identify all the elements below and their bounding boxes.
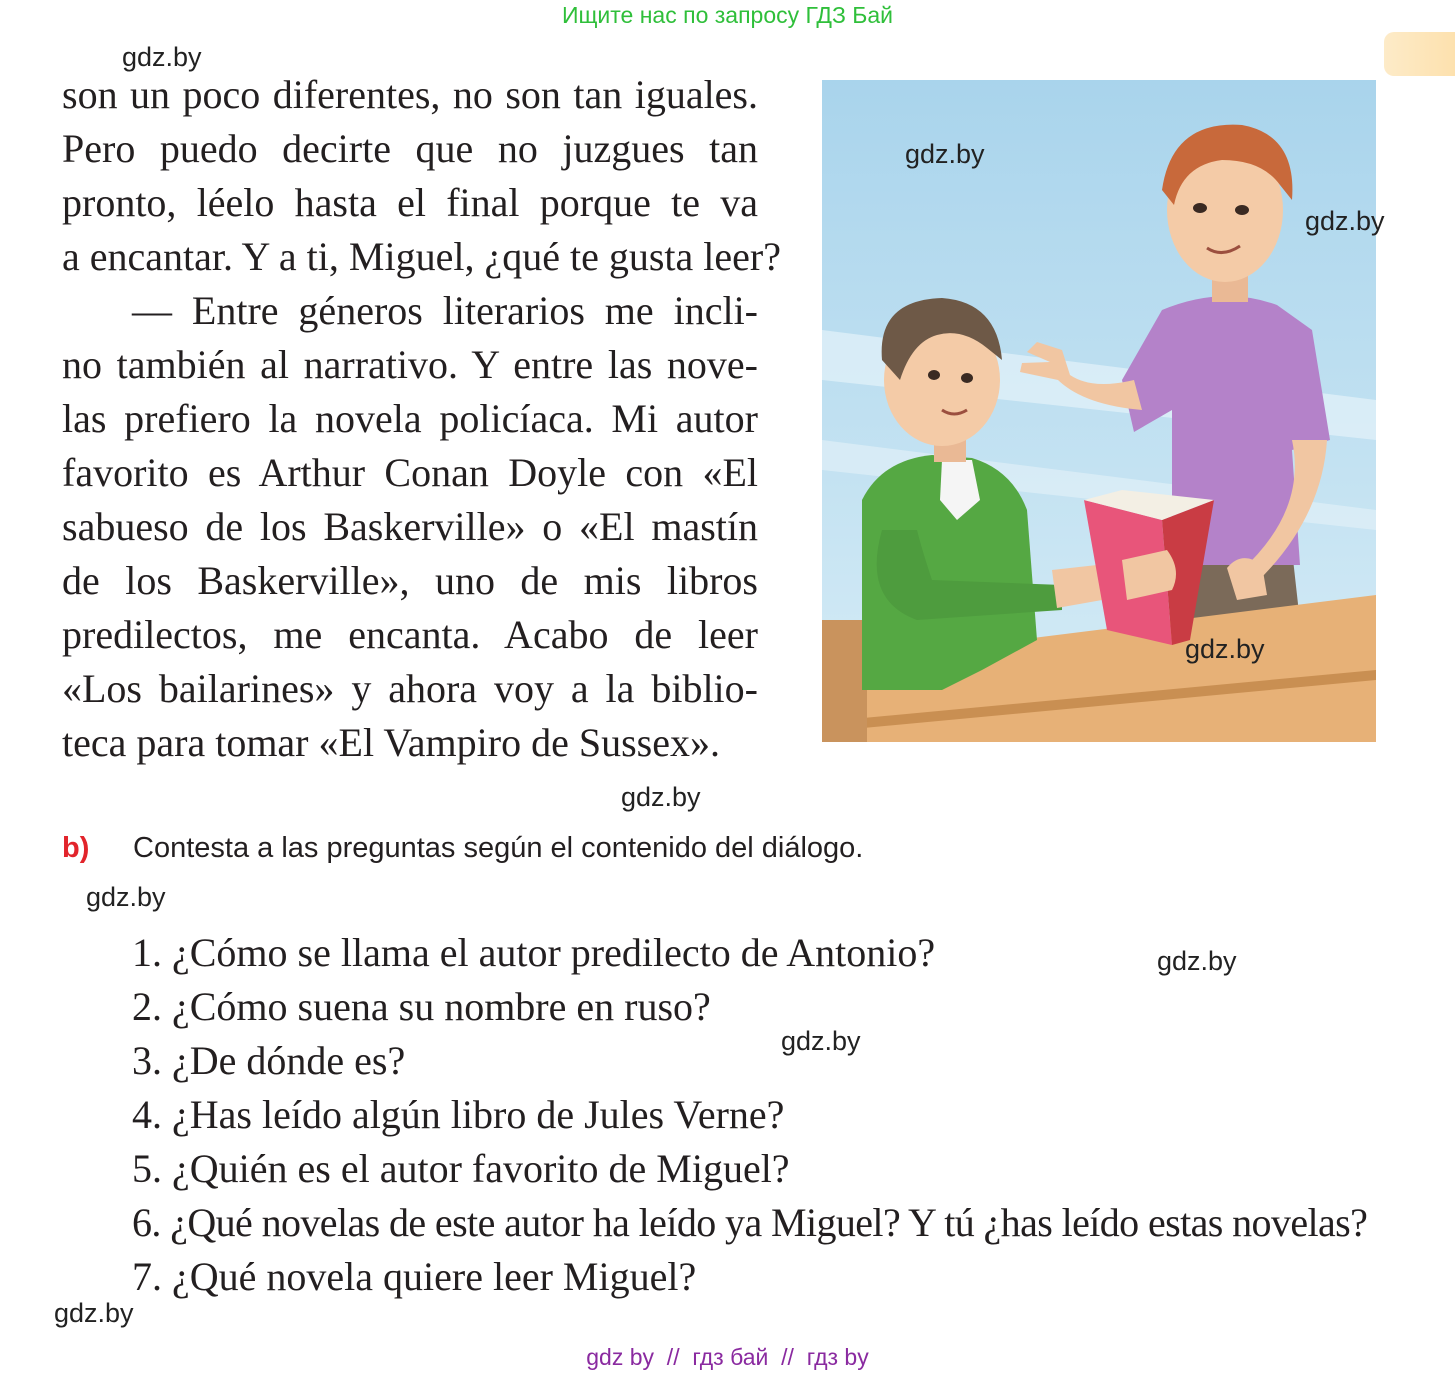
- dialogue-line: de los Baskerville», uno de mis libros: [62, 558, 758, 603]
- question-item: 3. ¿De dónde es?: [132, 1038, 406, 1083]
- exercise-instruction: Contesta a las preguntas según el contenido del diálogo.: [133, 832, 864, 864]
- watermark: gdz.by: [1185, 634, 1265, 664]
- illustration-svg: [822, 80, 1376, 742]
- dialogue-line: — Entre géneros literarios me incli-: [132, 288, 758, 333]
- dialogue-line: las prefiero la novela policíaca. Mi autor: [62, 396, 758, 441]
- footer-links: gdz by // гдз бай // гдз by: [586, 1344, 869, 1370]
- dialogue-line: «Los bailarines» y ahora voy a la biblio-: [62, 666, 758, 711]
- dialogue-line: teca para tomar «El Vampiro de Sussex».: [62, 720, 720, 765]
- watermark: gdz.by: [122, 42, 202, 72]
- watermark: gdz.by: [86, 882, 166, 912]
- dialogue-line: sabueso de los Baskerville» o «El mastín: [62, 504, 758, 549]
- exercise-b: [62, 830, 864, 866]
- watermark: gdz.by: [54, 1298, 134, 1328]
- top-banner: Ищите нас по запросу ГДЗ Бай: [561, 2, 894, 28]
- watermark: gdz.by: [621, 782, 701, 812]
- dialogue-line: no también al narrativo. Y entre las nove-: [62, 342, 758, 387]
- corner-tab: [1384, 32, 1455, 76]
- watermark: gdz.by: [781, 1026, 861, 1056]
- dialogue-line: predilectos, me encanta. Acabo de leer: [62, 612, 758, 657]
- dialogue-line: a encantar. Y a ti, Miguel, ¿qué te gusta leer?: [62, 234, 781, 279]
- watermark: gdz.by: [905, 139, 985, 169]
- question-item: 7. ¿Qué novela quiere leer Miguel?: [132, 1254, 697, 1299]
- dialogue-line: pronto, léelo hasta el final porque te va: [62, 180, 758, 225]
- dialogue-line: favorito es Arthur Conan Doyle con «El: [62, 450, 758, 495]
- question-item: 6. ¿Qué novelas de este autor ha leído ya Miguel? Y tú ¿has leído estas novelas?: [132, 1200, 1368, 1245]
- question-item: 2. ¿Cómo suena su nombre en ruso?: [132, 984, 711, 1029]
- question-item: 1. ¿Cómo se llama el autor predilecto de Antonio?: [132, 930, 936, 975]
- exercise-letter: b): [62, 832, 90, 864]
- illustration-two-boys-book: [822, 80, 1376, 742]
- watermark: gdz.by: [1305, 206, 1385, 236]
- dialogue-line: son un poco diferentes, no son tan iguales.: [62, 72, 758, 117]
- watermark: gdz.by: [1157, 946, 1237, 976]
- question-item: 4. ¿Has leído algún libro de Jules Verne?: [132, 1092, 785, 1137]
- dialogue-line: Pero puedo decirte que no juzgues tan: [62, 126, 758, 171]
- question-item: 5. ¿Quién es el autor favorito de Miguel?: [132, 1146, 790, 1191]
